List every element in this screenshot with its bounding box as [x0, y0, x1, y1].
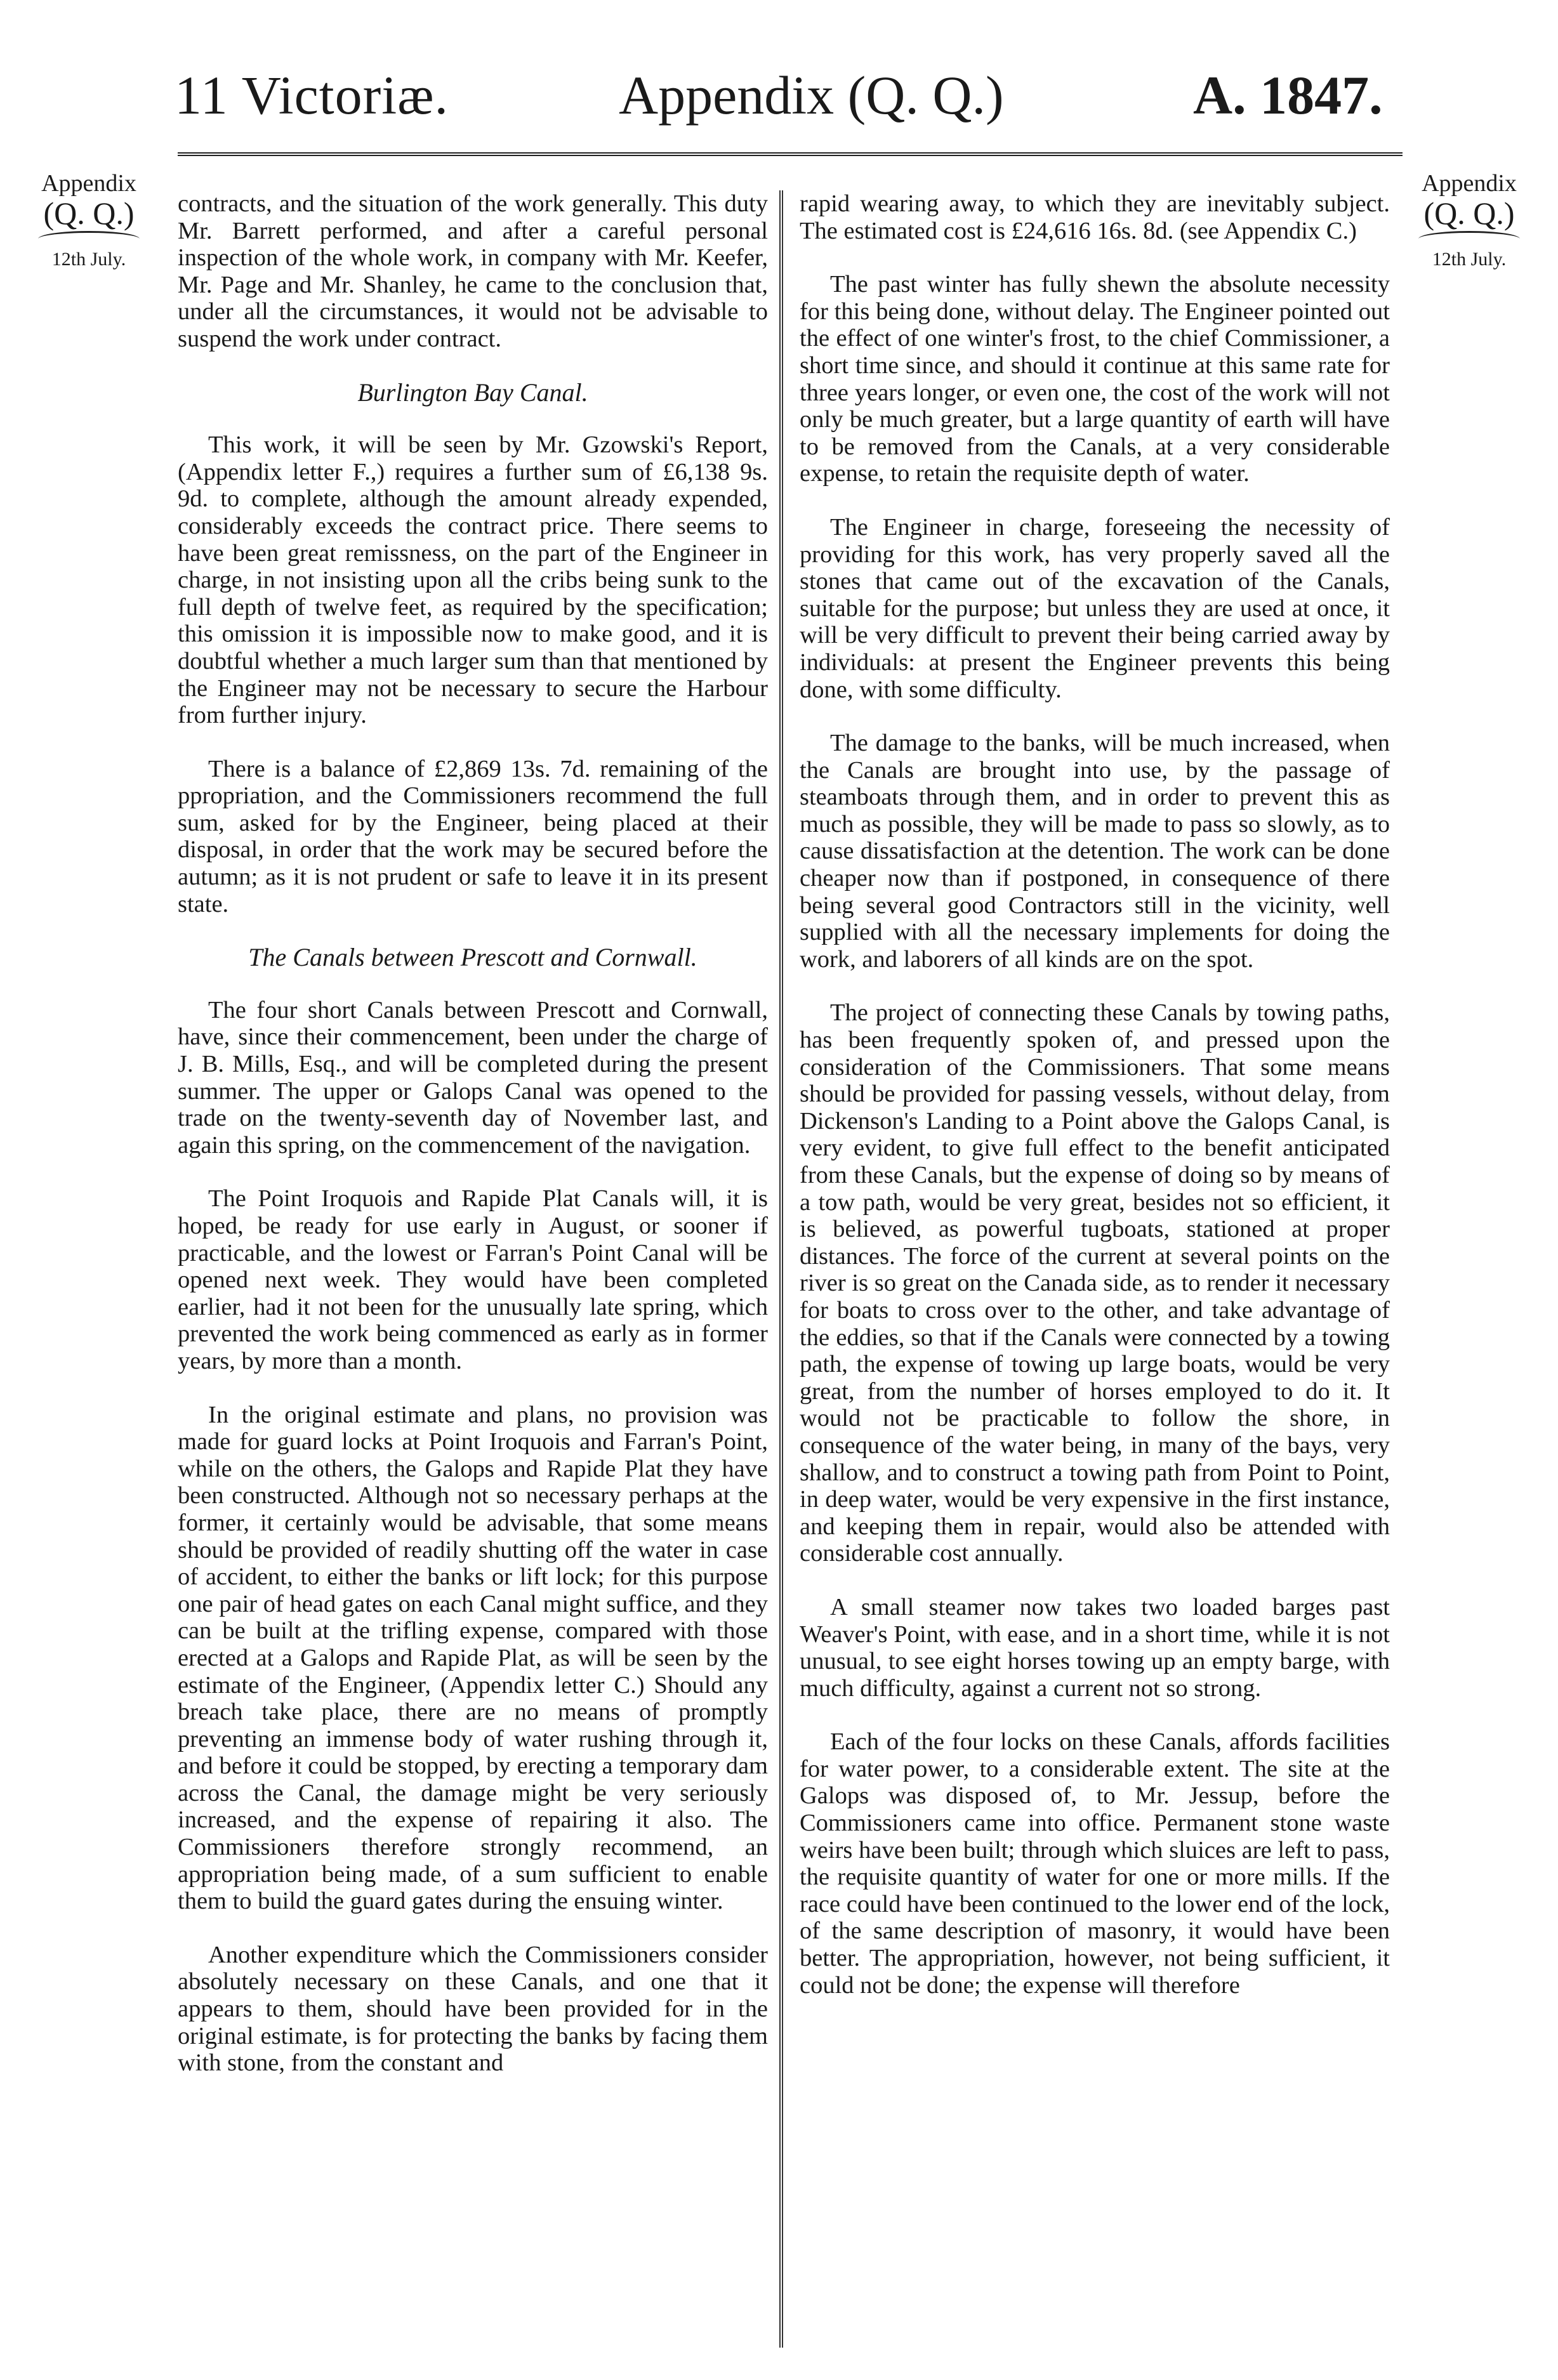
margin-note-code: (Q. Q.)	[43, 195, 135, 231]
left-column	[178, 190, 768, 2103]
header-year: A. 1847.	[1193, 65, 1383, 126]
paragraph: The Point Iroquois and Rapide Plat Canals will, it is hoped, be ready for use early in August, or sooner if practicable, and the lowest or Farran's Point Canal will be opened next week. They would have been completed earlier, had it not been for the unusually late spring, which prevented the work being commenced as early as in former years, by more than a month.	[178, 1185, 768, 1374]
section-heading-burlington: Burlington Bay Canal.	[357, 378, 588, 407]
paragraph: The project of connecting these Canals by towing paths, has been frequently spoken of, and pressed upon the consideration of the Commissioners. That some means should be provided for passing vessels, without delay, from Dickenson's Landing to a Point above the Galops Canal, is very evident, to give full effect to the benefit anticipated from these Canals, but the expense of doing so by means of a tow path, would be very great, besides not so efficient, it is believed, as powerful tugboats, stationed at proper distances. The force of the current at several points on the river is so great on the Canada side, as to render it necessary for boats to cross over to the other, and take advantage of the eddies, so that if the Canals were connected by a towing path, the expense of towing up large boats, would be very great, from the number of horses employed to do it. It would not be practicable to follow the shore, in consequence of the water being, in many of the bays, very shallow, and to construct a towing path from Point to Point, in deep water, would be very expensive in the first instance, and keeping them in repair, would also be attended with considerable cost annually.	[800, 999, 1390, 1567]
right-column	[800, 190, 1390, 2025]
margin-note-word: Appendix	[1422, 170, 1517, 197]
paragraph: The four short Canals between Prescott and Cornwall, have, since their commencement, been under the charge of J. B. Mills, Esq., and will be completed during the present summer. The upper or Galops Canal was opened to the trade on the twenty-seventh day of November last, and again this spring, on the commencement of the navigation.	[178, 996, 768, 1159]
column-divider	[779, 190, 783, 2348]
paragraph: Each of the four locks on these Canals, affords facilities for water power, to a considerable extent. The site at the Galops was disposed of, to Mr. Jessup, before the Commissioners came into office. Permanent stone waste weirs have been built; through which sluices are left to pass, the requisite quantity of water for one or more mills. If the race could have been continued to the lower end of the lock, of the same description of masonry, it would have been better. The appropriation, however, not being sufficient, it could not be done; the expense will therefore	[800, 1728, 1390, 1999]
paragraph: Another expenditure which the Commissioners consider absolutely necessary on these Canals, and one that it appears to them, should have been provided for in the original estimate, is for protecting the banks by facing them with stone, from the constant and	[178, 1941, 768, 2077]
header-rule	[178, 152, 1403, 156]
paragraph: There is a balance of £2,869 13s. 7d. remaining of the ppropriation, and the Commissioners recommend the full sum, asked for by the Engineer, being placed at their disposal, in order that the work may be secured before the autumn; as it is not prudent or safe to leave it in its present state.	[178, 755, 768, 917]
margin-note-brace	[38, 231, 140, 247]
section-heading-canals: The Canals between Prescott and Cornwall.	[248, 943, 697, 972]
margin-note-brace	[1418, 231, 1520, 247]
paragraph: contracts, and the situation of the work generally. This duty Mr. Barrett performed, and after a careful personal inspection of the whole work, in company with Mr. Keefer, Mr. Page and Mr. Shanley, he came to the conclusion that, under all the circumstances, it would not be advisable to suspend the work under contract.	[178, 190, 768, 352]
margin-note-date: 12th July.	[51, 249, 126, 270]
margin-note-date: 12th July.	[1432, 249, 1507, 270]
paragraph: A small steamer now takes two loaded barges past Weaver's Point, with ease, and in a short time, while it is not unusual, to see eight horses towing up an empty barge, with much difficulty, against a current not so strong.	[800, 1593, 1390, 1702]
paragraph: rapid wearing away, to which they are inevitably subject. The estimated cost is £24,616 16s. 8d. (see Appendix C.)	[800, 190, 1390, 244]
header-appendix-title: Appendix (Q. Q.)	[619, 65, 1004, 126]
paragraph: In the original estimate and plans, no provision was made for guard locks at Point Iroquois and Farran's Point, while on the others, the Galops and Rapide Plat they have been constructed. Although not so necessary perhaps at the former, it certainly would be advisable, that some means should be provided of readily shutting off the water in case of accident, to either the banks or lift lock; for this purpose one pair of head gates on each Canal might suffice, and they can be built at the trifling expense, compared with those erected at a Galops and Rapide Plat, as will be seen by the estimate of the Engineer, (Appendix letter C.) Should any breach take place, there are no means of promptly preventing an immense body of water rushing through it, and before it could be stopped, by erecting a temporary dam across the Canal, the damage might be very seriously increased, and the expense of repairing it also. The Commissioners therefore strongly recommend, an appropriation being made, of a sum sufficient to enable them to build the guard gates during the ensuing winter.	[178, 1401, 768, 1915]
margin-note-left	[25, 171, 152, 270]
paragraph: The Engineer in charge, foreseeing the necessity of providing for this work, has very properly saved all the stones that came out of the excavation of the Canals, suitable for the purpose; but unless they are used at once, it will be very difficult to prevent their being carried away by individuals: at present the Engineer prevents this being done, with some difficulty.	[800, 513, 1390, 703]
paragraph: This work, it will be seen by Mr. Gzowski's Report, (Appendix letter F.,) requires a further sum of £6,138 9s. 9d. to complete, although the amount already expended, considerably exceeds the contract price. There seems to have been great remissness, on the part of the Engineer in charge, in not insisting upon all the cribs being sunk to the full depth of twelve feet, as required by the specification; this omission it is impossible now to make good, and it is doubtful whether a much larger sum than that mentioned by the Engineer may not be necessary to secure the Harbour from further injury.	[178, 431, 768, 729]
paragraph: The past winter has fully shewn the absolute necessity for this being done, without delay. The Engineer pointed out the effect of one winter's frost, to the chief Commissioner, a short time since, and should it continue at this same rate for three years longer, or even one, the cost of the work will not only be much greater, but a large quantity of earth will have to be removed from the Canals, at a very considerable expense, to retain the requisite depth of water.	[800, 271, 1390, 487]
running-header	[0, 63, 1558, 146]
margin-note-right	[1406, 171, 1533, 270]
paragraph: The damage to the banks, will be much increased, when the Canals are brought into use, by the passage of steamboats through them, and in order to prevent this as much as possible, they will be made to pass so slowly, as to cause dissatisfaction at the detention. The work can be done cheaper now than if postponed, in consequence of there being several good Contractors still in the vicinity, well supplied with all the necessary implements for doing the work, and laborers of all kinds are on the spot.	[800, 730, 1390, 973]
header-session: 11 Victoriæ.	[175, 65, 449, 126]
margin-note-code: (Q. Q.)	[1423, 195, 1515, 231]
margin-note-word: Appendix	[41, 170, 136, 197]
